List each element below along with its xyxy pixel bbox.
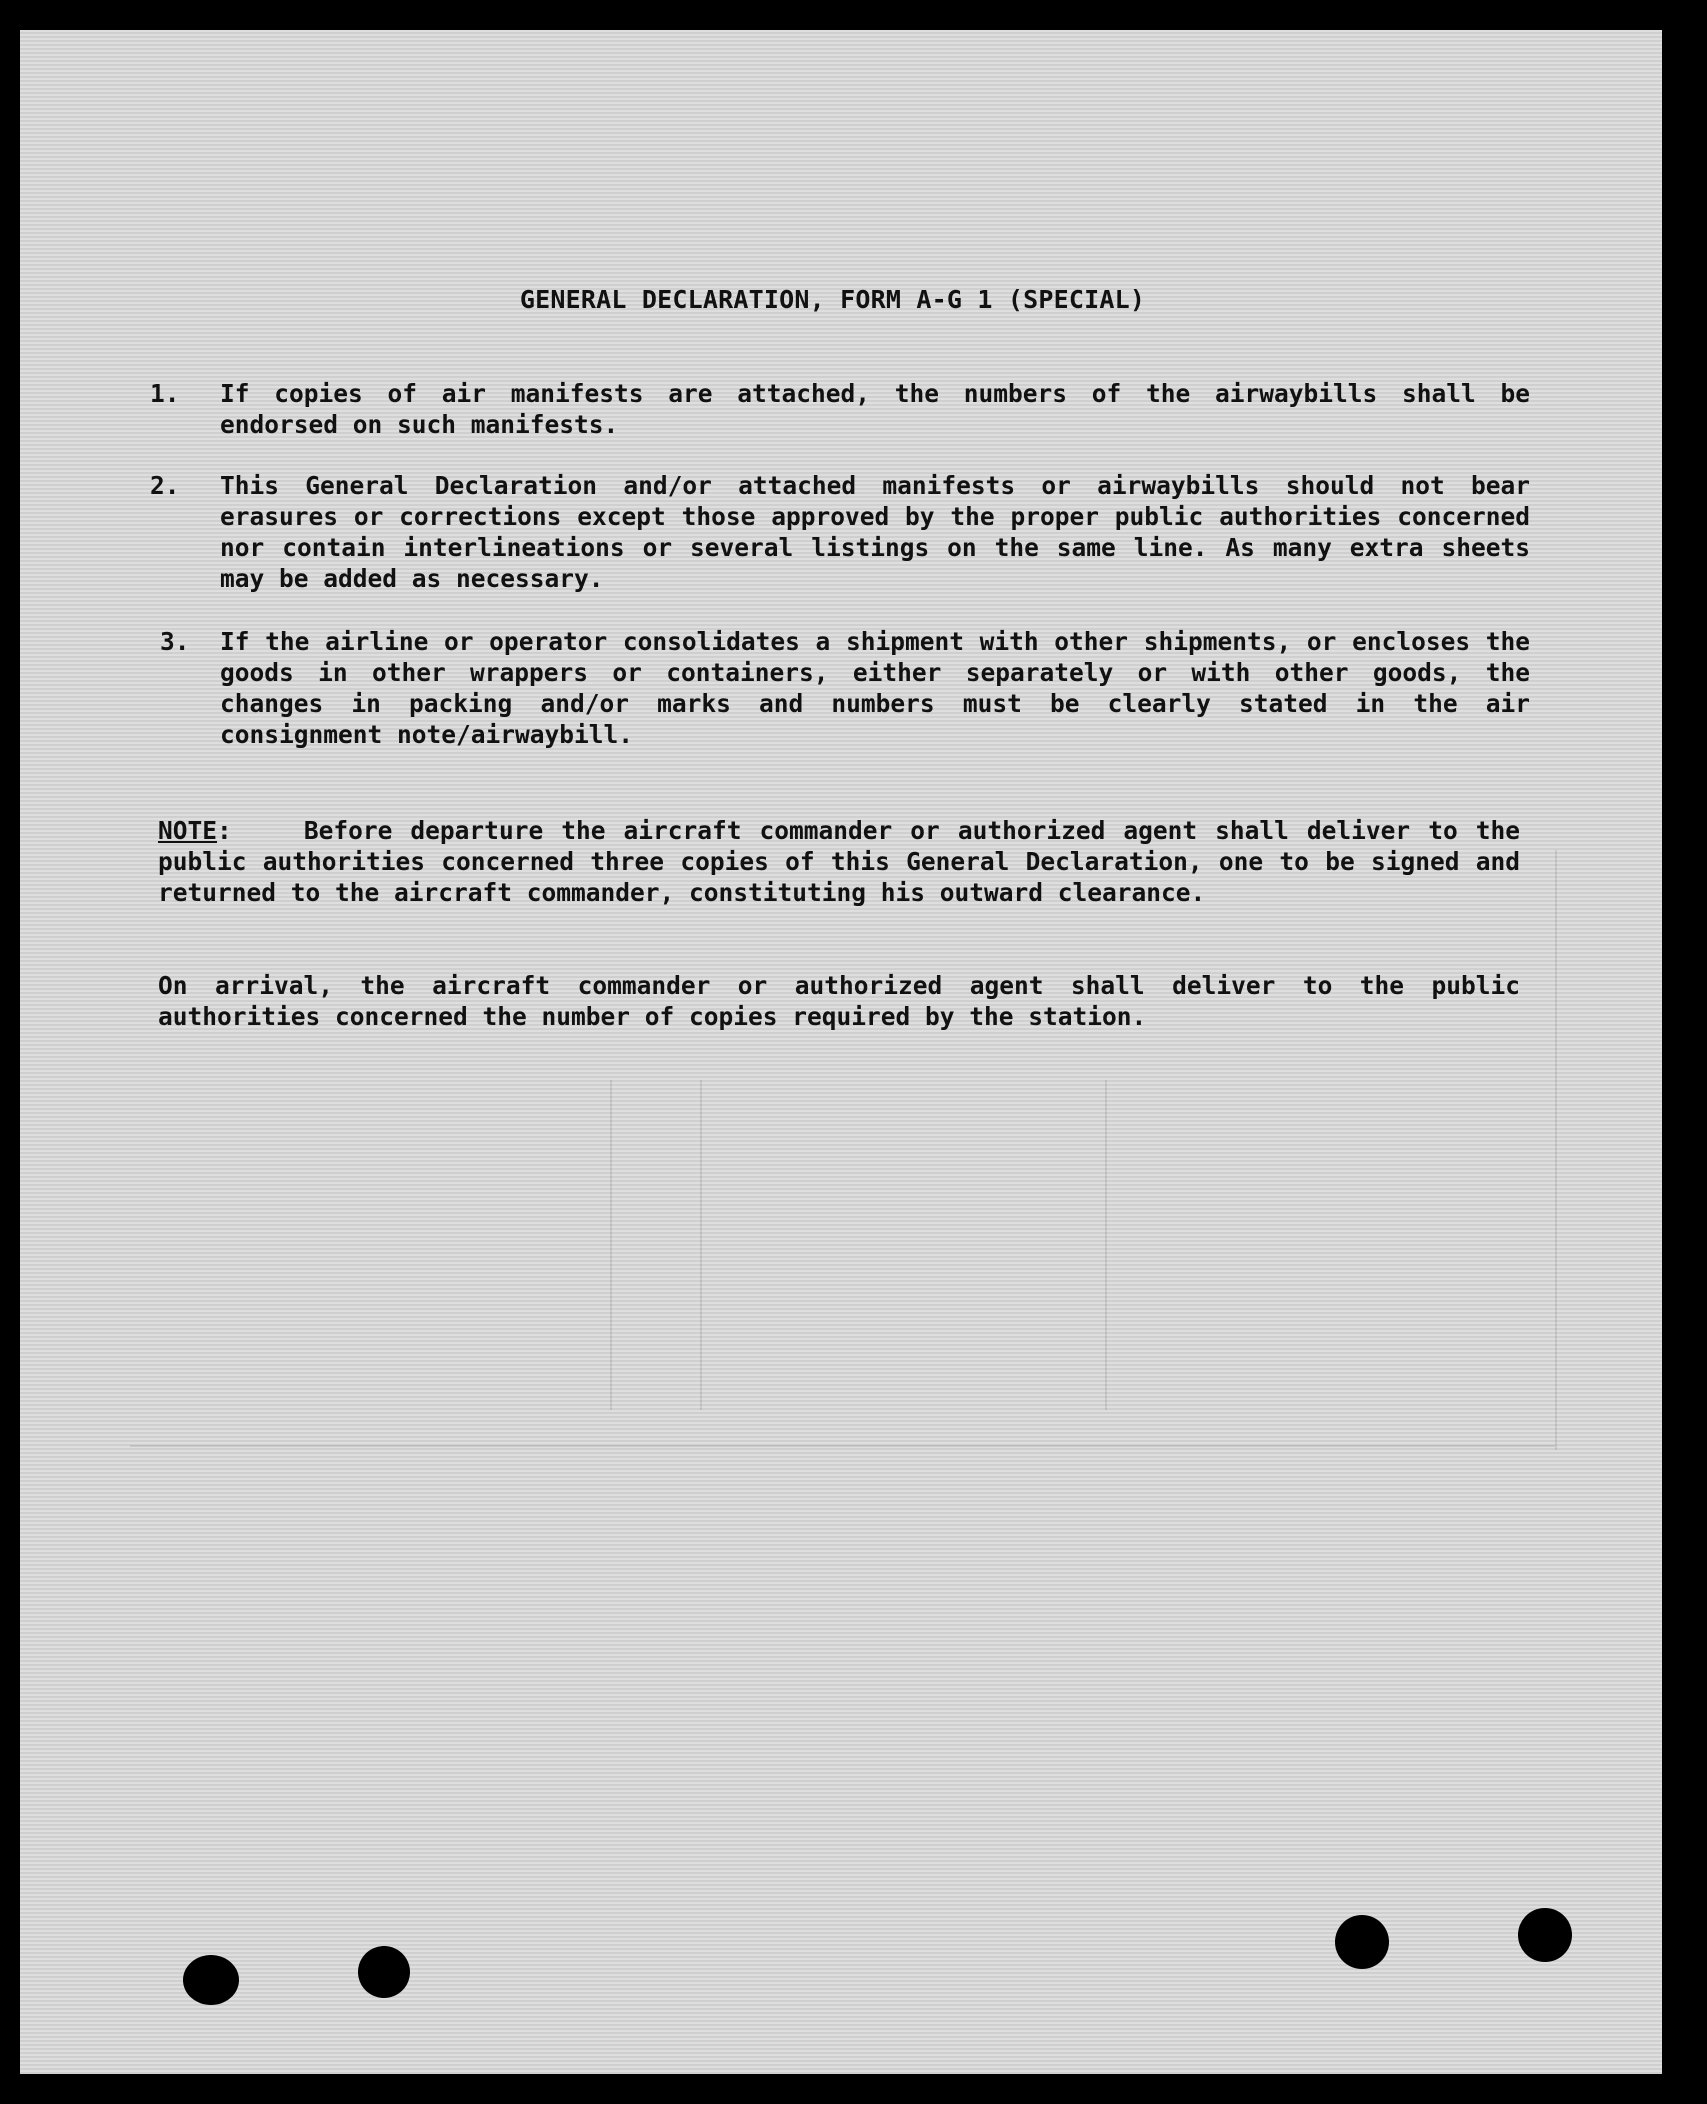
bleed-through-line <box>700 1080 702 1410</box>
punch-hole <box>183 1955 239 2005</box>
bleed-through-line <box>130 1445 1555 1447</box>
document-page <box>20 30 1662 2074</box>
list-item <box>150 470 1530 594</box>
punch-hole <box>358 1946 410 1998</box>
list-item-number: 2. <box>150 471 180 500</box>
punch-hole <box>1518 1908 1572 1962</box>
punch-hole <box>1335 1915 1389 1969</box>
bleed-through-line <box>1555 850 1557 1450</box>
list-item-text: This General Declaration and/or attached manifests or airwaybills should not bear erasures or corrections except those approved by the proper public authorities concerned nor contain interlineations or several listings on the same line. As many extra sheets may be added as necessary. <box>220 471 1530 593</box>
arrival-paragraph: On arrival, the aircraft commander or authorized agent shall deliver to the public authorities concerned the number of copies required by the station. <box>158 971 1520 1031</box>
bleed-through-line <box>610 1080 612 1410</box>
list-item <box>150 626 1530 750</box>
list-item <box>150 378 1530 440</box>
bleed-through-line <box>1105 1080 1107 1410</box>
note-paragraph <box>158 815 1520 908</box>
list-item-text: If copies of air manifests are attached, the numbers of the airwaybills shall be endorsed on such manifests. <box>220 379 1530 439</box>
note-text: Before departure the aircraft commander or authorized agent shall deliver to the public authorities concerned three copies of this General Declaration, one to be signed and returned to the aircraft commander, constituting his outward clearance. <box>158 816 1520 907</box>
note-colon: : <box>217 816 232 845</box>
list-item-text: If the airline or operator consolidates a shipment with other shipments, or encloses the goods in other wrappers or containers, either separately or with other goods, the changes in packing and/or marks and numbers must be clearly stated in the air consignment note/airwaybill. <box>220 627 1530 749</box>
page-title: GENERAL DECLARATION, FORM A-G 1 (SPECIAL) <box>519 285 1146 314</box>
list-item-number: 3. <box>160 627 190 656</box>
list-item-number: 1. <box>150 379 180 408</box>
note-label: NOTE <box>158 816 218 845</box>
